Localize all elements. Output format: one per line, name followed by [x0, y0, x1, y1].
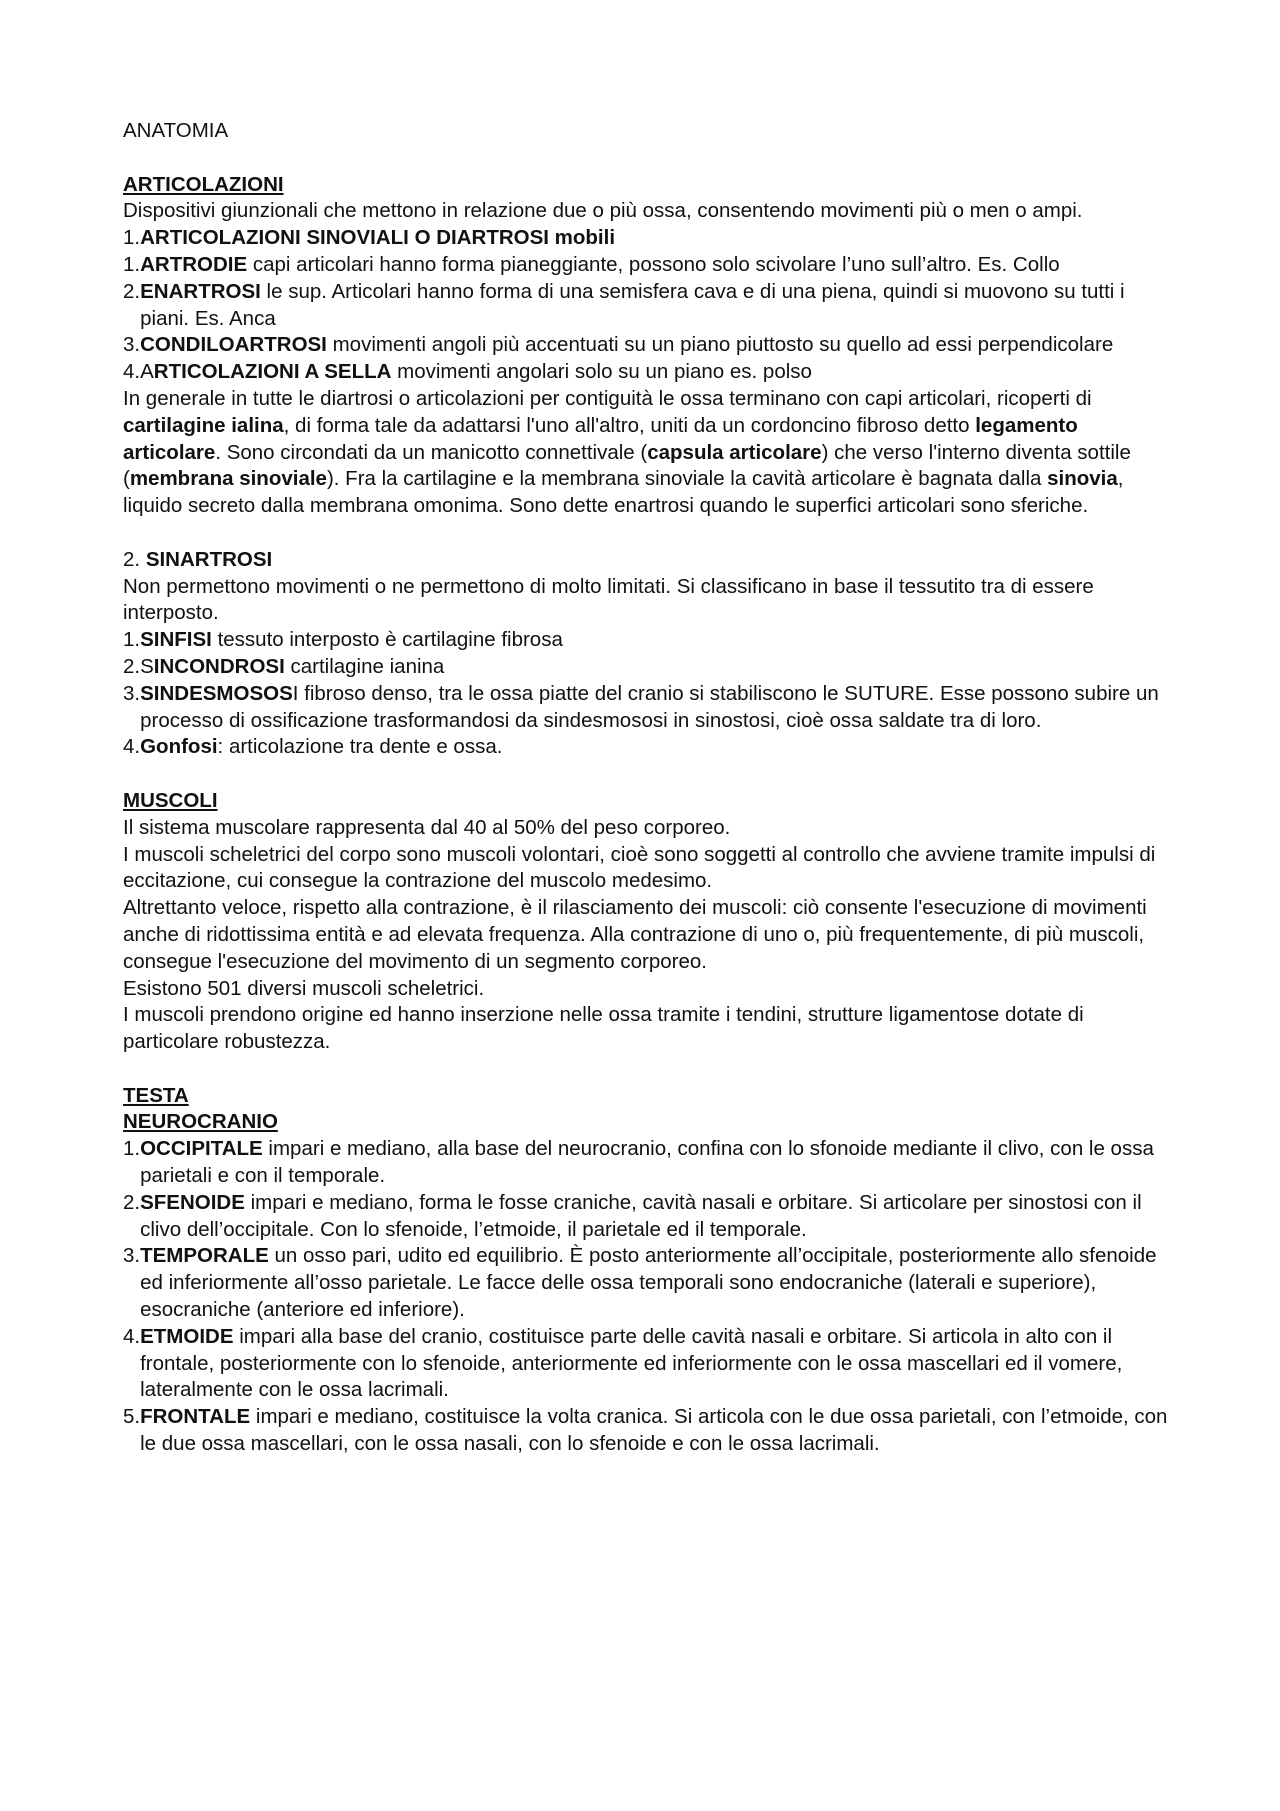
- list-item: [123, 1190, 1170, 1244]
- sinartrosi-label: SINARTROSI: [145, 547, 273, 571]
- list-item: [123, 1404, 1170, 1458]
- sinartrosi-intro: Non permettono movimenti o ne permettono di molto limitati. Si classificano in base il tessutito tra di essere interposto.: [123, 574, 1094, 625]
- section-heading-muscoli: MUSCOLI: [123, 788, 218, 812]
- list-number: 3.: [123, 333, 141, 357]
- sinartrosi-list: [123, 627, 1170, 761]
- term: SINDESMOSOS: [140, 681, 293, 705]
- list-number: 3.: [123, 1244, 141, 1268]
- term: ETMOIDE: [140, 1324, 234, 1348]
- list-number: 2.: [123, 1190, 141, 1214]
- bold-term: cartilagine ialina: [123, 413, 284, 437]
- term: TEMPORALE: [140, 1244, 269, 1268]
- text-run: , di forma tale da adattarsi l'uno all'altro, uniti da un cordoncino fibroso detto: [283, 413, 976, 437]
- list-number: 4.: [123, 1324, 141, 1348]
- muscoli-paragraph: Esistono 501 diversi muscoli scheletrici.: [123, 976, 485, 1000]
- term: ENARTROSI: [140, 279, 261, 303]
- definition: cartilagine ianina: [284, 654, 445, 678]
- list-item: [123, 1243, 1170, 1323]
- term: CONDILOARTROSI: [140, 333, 327, 357]
- sinoviali-sublist: [123, 252, 1170, 386]
- muscoli-paragraph: Il sistema muscolare rappresenta dal 40 al 50% del peso corporeo.: [123, 815, 731, 839]
- term-prefix: S: [140, 654, 154, 678]
- section-heading-testa: TESTA: [123, 1083, 189, 1107]
- text-run: , liquido secreto dalla membrana omonima. Sono dette enartrosi quando le superfici articolari sono sferiche.: [123, 467, 1124, 518]
- sinartrosi-heading: [123, 547, 1170, 574]
- list-number: 5.: [123, 1405, 141, 1429]
- articolazioni-list: [123, 225, 1170, 386]
- spacer: [123, 761, 1170, 788]
- definition: un osso pari, udito ed equilibrio. È posto anteriormente all’occipitale, posteriormente allo sfenoide ed inferiormente all’osso parietale. Le facce delle ossa temporali sono endocraniche (laterali e superiore), esocraniche (anteriore ed inferiore).: [140, 1244, 1157, 1322]
- section-number: 2.: [123, 547, 141, 571]
- term: ARTRODIE: [140, 252, 248, 276]
- bold-term: legamento articolare: [123, 413, 1078, 464]
- definition: impari e mediano, costituisce la volta cranica. Si articola con le due ossa parietali, con l’etmoide, con le due ossa mascellari, con le ossa nasali, con lo sfenoide e con le ossa lacrimali.: [140, 1405, 1168, 1456]
- term: INCONDROSI: [153, 654, 285, 678]
- document-title: ANATOMIA: [123, 119, 229, 142]
- bold-term: capsula articolare: [647, 440, 822, 464]
- term: Gonfosi: [140, 735, 218, 759]
- bold-term: sinovia: [1047, 467, 1118, 491]
- list-number: 1.: [123, 252, 141, 276]
- section-heading-articolazioni: ARTICOLAZIONI: [123, 172, 284, 196]
- list-item: [123, 332, 1170, 359]
- definition: I fibroso denso, tra le ossa piatte del cranio si stabiliscono le SUTURE. Esse possono subire un processo di ossificazione trasformandosi da sindesmososi in sinostosi, cioè ossa saldate tra di loro.: [140, 681, 1159, 732]
- definition: capi articolari hanno forma pianeggiante, possono solo scivolare l’uno sull’altro. Es. Collo: [247, 252, 1060, 276]
- section-subheading-neurocranio: NEUROCRANIO: [123, 1110, 278, 1134]
- text-run: In generale in tutte le diartrosi o articolazioni per contiguità le ossa terminano con capi articolari, ricoperti di: [123, 386, 1092, 410]
- list-number: 1.: [123, 628, 141, 652]
- list-number: 1.: [123, 1137, 141, 1161]
- text-run: . Sono circondati da un manicotto connettivale (: [215, 440, 648, 464]
- term: SFENOIDE: [140, 1190, 245, 1214]
- spacer: [123, 1056, 1170, 1083]
- list-item: [123, 627, 1170, 654]
- list-number: 1.: [123, 226, 141, 250]
- list-number: 3.: [123, 681, 141, 705]
- list-item: [123, 1324, 1170, 1404]
- list-item: [123, 1136, 1170, 1190]
- neurocranio-list: [123, 1136, 1170, 1458]
- definition: : articolazione tra dente e ossa.: [217, 735, 503, 759]
- muscoli-paragraph: I muscoli scheletrici del corpo sono muscoli volontari, cioè sono soggetti al controllo che avviene tramite impulsi di eccitazione, cui consegue la contrazione del muscolo medesimo.: [123, 842, 1156, 893]
- term-prefix: A: [140, 360, 154, 384]
- text-run: ). Fra la cartilagine e la membrana sinoviale la cavità articolare è bagnata dalla: [326, 467, 1048, 491]
- term: OCCIPITALE: [140, 1137, 263, 1161]
- list-item: [123, 681, 1170, 735]
- list-number: 2.: [123, 654, 141, 678]
- text-run: ) che verso l'interno diventa sottile (: [123, 440, 1131, 491]
- list-item: [123, 734, 1170, 761]
- term: FRONTALE: [140, 1405, 251, 1429]
- definition: movimenti angolari solo su un piano es. polso: [391, 360, 812, 384]
- diartrosi-paragraph: [123, 386, 1170, 520]
- list-item: [123, 252, 1170, 279]
- definition: le sup. Articolari hanno forma di una semisfera cava e di una piena, quindi si muovono su tutti i piani. Es. Anca: [140, 279, 1125, 330]
- definition: tessuto interposto è cartilagine fibrosa: [211, 628, 563, 652]
- definition: impari e mediano, forma le fosse craniche, cavità nasali e orbitare. Si articolare per sinostosi con il clivo dell’occipitale. Con lo sfenoide, l’etmoide, il parietale ed il temporale.: [140, 1190, 1142, 1241]
- term: SINFISI: [140, 628, 212, 652]
- spacer: [123, 145, 1170, 172]
- list-item: [123, 279, 1170, 333]
- list-item-sinoviali: [123, 225, 1170, 386]
- articolazioni-intro: Dispositivi giunzionali che mettono in relazione due o più ossa, consentendo movimenti più o men o ampi.: [123, 199, 1083, 223]
- definition: movimenti angoli più accentuati su un piano piuttosto su quello ad essi perpendicolare: [326, 333, 1114, 357]
- list-number: 2.: [123, 279, 141, 303]
- spacer: [123, 520, 1170, 547]
- definition: impari e mediano, alla base del neurocranio, confina con lo sfonoide mediante il clivo, con le ossa parietali e con il temporale.: [140, 1137, 1154, 1188]
- list-item: [123, 654, 1170, 681]
- term: RTICOLAZIONI A SELLA: [153, 360, 392, 384]
- list-item: [123, 359, 1170, 386]
- sinoviali-label: ARTICOLAZIONI SINOVIALI O DIARTROSI mobili: [140, 226, 616, 250]
- list-number: 4.: [123, 735, 141, 759]
- list-number: 4.: [123, 360, 141, 384]
- muscoli-paragraph: Altrettanto veloce, rispetto alla contrazione, è il rilasciamento dei muscoli: ciò consente l'esecuzione di movimenti anche di ridottissima entità e ad elevata frequenza. Alla contrazione di uno o, più frequentemente, di più muscoli, consegue l'esecuzione del movimento di un segmento corporeo.: [123, 896, 1147, 973]
- muscoli-paragraph: I muscoli prendono origine ed hanno inserzione nelle ossa tramite i tendini, strutture ligamentose dotate di particolare robustezza.: [123, 1003, 1084, 1054]
- bold-term: membrana sinoviale: [129, 467, 327, 491]
- definition: impari alla base del cranio, costituisce parte delle cavità nasali e orbitare. Si articola in alto con il frontale, posteriormente con lo sfenoide, anteriormente ed inferiormente con le ossa mascellari ed il vomere, lateralmente con le ossa lacrimali.: [140, 1324, 1123, 1402]
